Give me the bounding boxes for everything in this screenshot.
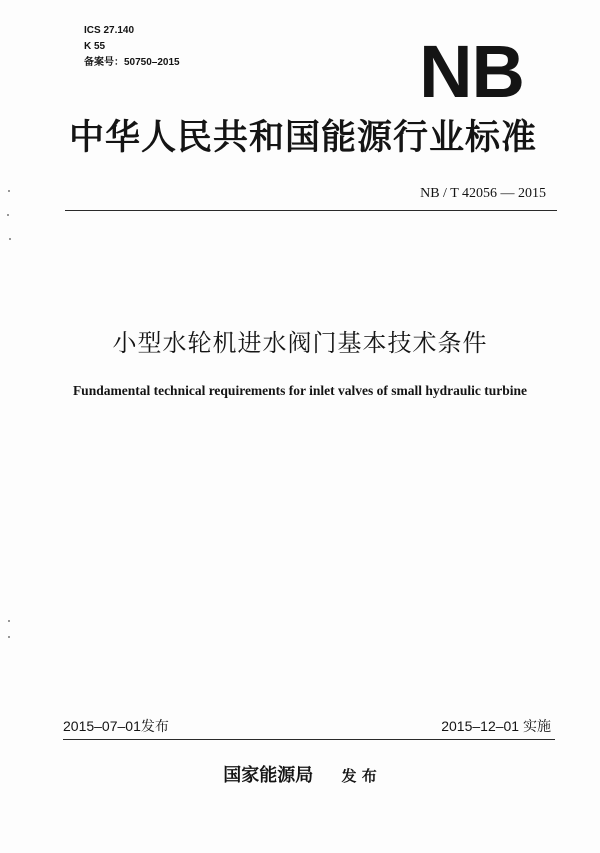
ics-code: ICS 27.140 — [84, 25, 135, 36]
standard-code-mark: NB — [419, 30, 524, 113]
standard-number: NB / T 42056 — 2015 — [420, 186, 546, 201]
issue-date: 2015–07–01发布 — [63, 718, 169, 734]
document-title-en: Fundamental technical requirements for inlet valves of small hydraulic turbine — [72, 383, 528, 398]
scan-speck — [9, 238, 11, 240]
scan-speck — [8, 636, 10, 638]
classification-code: K 55 — [84, 41, 106, 52]
implementation-date: 2015–12–01 实施 — [441, 718, 551, 734]
publisher-name: 国家能源局 — [223, 765, 314, 786]
scan-speck — [7, 214, 9, 216]
publisher-action: 发 布 — [341, 767, 377, 785]
bottom-divider — [63, 739, 555, 740]
top-divider — [65, 210, 557, 211]
record-number: 备案号：50750–2015 — [84, 57, 180, 68]
authority-title: 中华人民共和国能源行业标准 — [68, 117, 537, 158]
publisher-line — [0, 764, 600, 788]
document-title-cn: 小型水轮机进水阀门基本技术条件 — [112, 329, 488, 357]
scan-speck — [8, 620, 10, 622]
scan-speck — [8, 190, 10, 192]
header-metadata — [84, 23, 180, 71]
